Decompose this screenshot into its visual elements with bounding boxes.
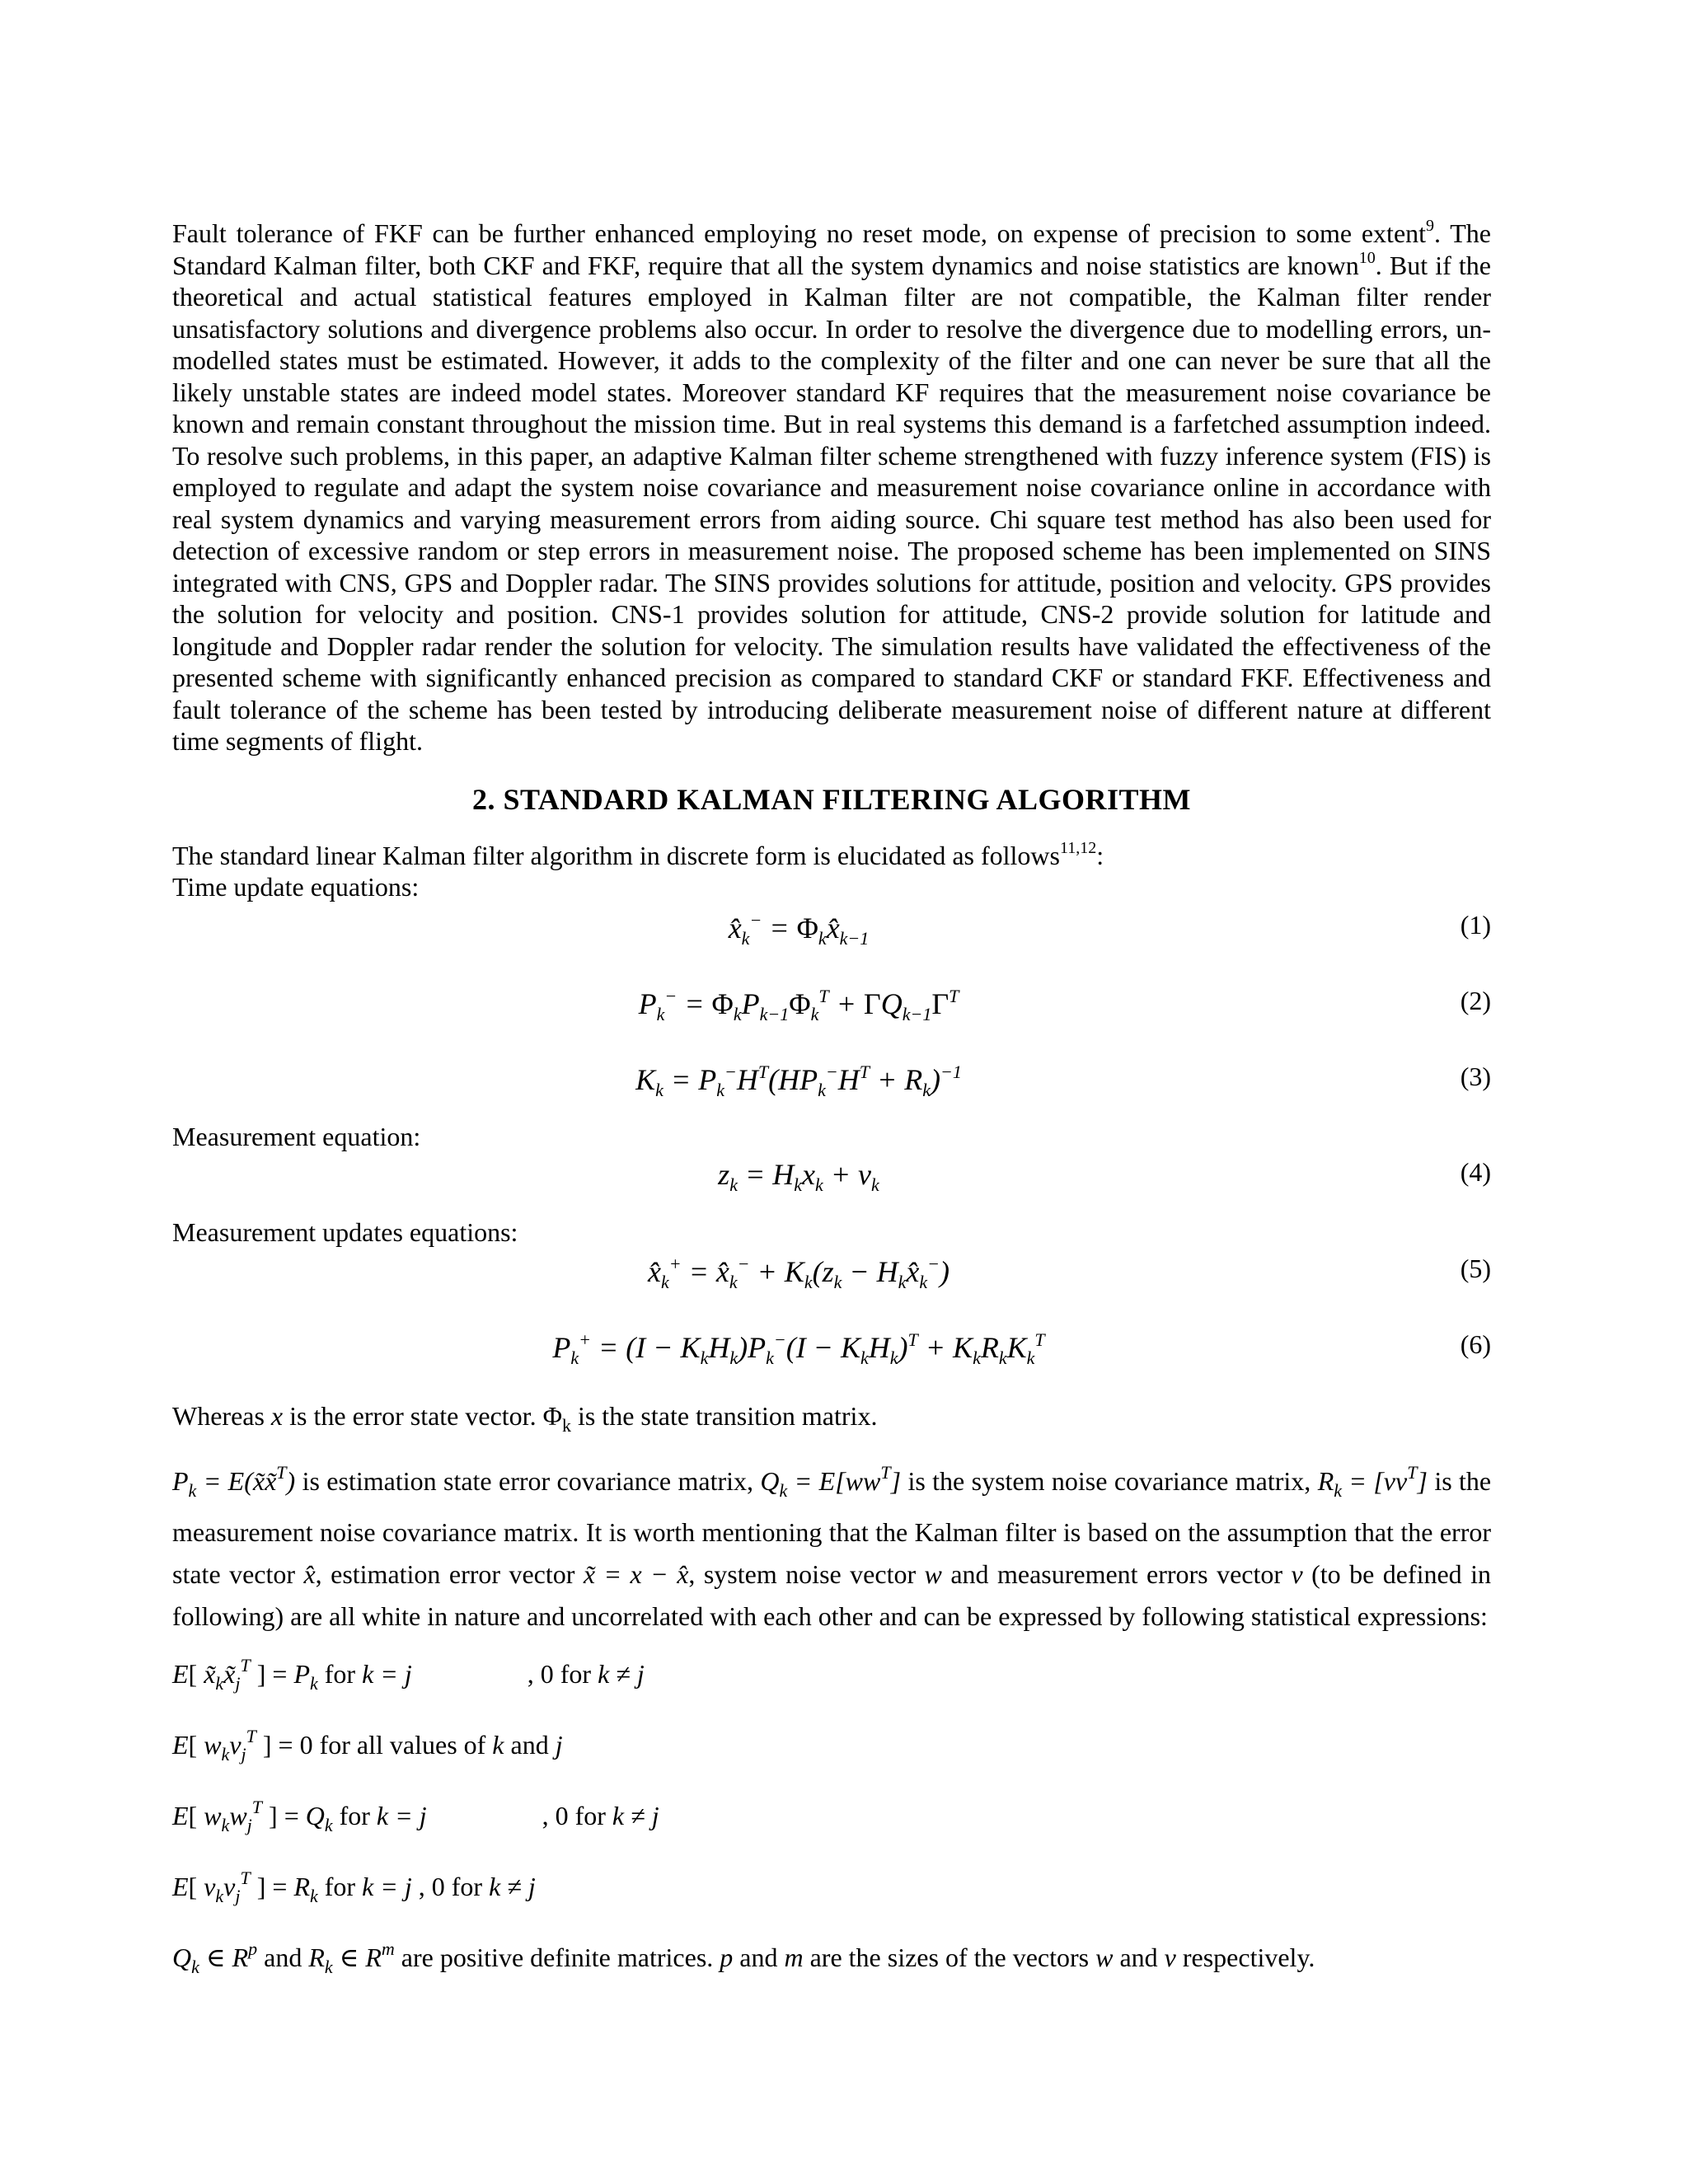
whereas-line: Whereas x is the error state vector. $\Phi_k$ is the state transition matrix. — [172, 1400, 878, 1436]
algo-intro-colon: : — [1096, 840, 1104, 870]
equation-5: $x̂_k^+$ = $x̂_k^- + K_k(z_k$ − $H_kx̂_k^-$) (5) — [647, 1253, 1491, 1292]
and-word: and — [1119, 1943, 1158, 1972]
algo-intro-line — [172, 840, 1491, 872]
zero-for: , 0 for — [527, 1659, 592, 1689]
and-word: and — [739, 1943, 778, 1972]
intro-paragraph — [172, 218, 1491, 757]
final-line: $Q_k$ ∈ $R^p$ and $R_k$ ∈ $R^m$ are positive definite matrices. p and m are the sizes of the vectors w and v respectively. — [172, 1938, 1315, 1977]
citation-9: 9 — [1426, 217, 1435, 235]
statistical-expressions — [172, 1639, 1491, 1994]
and-word: and — [510, 1730, 549, 1760]
stat-expression-3: E[ $w_kw_j^T$ ] = $Q_k$ for k = j , 0 for k ≠ j — [172, 1797, 659, 1835]
time-update-label: Time update equations: — [172, 872, 420, 902]
equation-number-6: (6) — [1460, 1329, 1491, 1359]
final-text-c: respectively. — [1182, 1943, 1315, 1972]
for-word: for — [339, 1801, 370, 1830]
equation-number-3: (3) — [1460, 1061, 1491, 1091]
equation-number-2: (2) — [1460, 985, 1491, 1015]
measurement-label: Measurement equation: — [172, 1121, 421, 1151]
stat2-text: for all values of — [319, 1730, 486, 1760]
equation-number-4: (4) — [1460, 1157, 1491, 1187]
final-text-a: are positive definite matrices. — [401, 1943, 714, 1972]
stat-expression-2: E[ $w_kv_j^T$ ] = 0 for all values of k and j — [172, 1726, 563, 1765]
equation-6: $P_k^+ = (I - K_kH_k)P_k^-(I - K_kH_k)^T + K_kR_kK_k^T$ (6) — [552, 1329, 1491, 1368]
stat-expression-4: E[ $v_kv_j^T$ ] = $R_k$ for k = j , 0 for k ≠ j — [172, 1868, 536, 1906]
equation-number-5: (5) — [1460, 1253, 1491, 1283]
and-word: and — [264, 1943, 302, 1972]
equation-number-1: (1) — [1460, 909, 1491, 940]
equation-2: $P_k^- = \Phi_kP_{k-1}\Phi_k^T + \Gamma Q_{k-1}\Gamma^T$ (2) — [638, 985, 1491, 1024]
intro-text-c: . But if the theoretical and actual statistical features employed in Kalman filter are not compatible, the Kalman filter render unsatisfactory solutions and divergence problems also occur. In order to resolve the divergence due to modelling errors, un-modelled states must be estimated. However, it adds to the complexity of the filter and one can never be sure that all the likely unstable states are indeed model states. Moreover standard KF requires that the measurement noise covariance be known and remain constant throughout the mission time. But in real systems this demand is a farfetched assumption indeed. To resolve such problems, in this paper, an adaptive Kalman filter scheme strengthened with fuzzy inference system (FIS) is employed to regulate and adapt the system noise covariance and measurement noise covariance online in accordance with real system dynamics and varying measurement errors from aiding source. Chi square test method has also been used for detection of excessive random or step errors in measurement noise. The proposed scheme has been implemented on SINS integrated with CNS, GPS and Doppler radar. The SINS provides solutions for attitude, position and velocity. GPS provides the solution for velocity and position. CNS-1 provides solution for attitude, CNS-2 provide solution for latitude and longitude and Doppler radar render the solution for velocity. The simulation results have validated the effectiveness of the presented scheme with significantly enhanced precision as compared to standard CKF or standard FKF. Effectiveness and fault tolerance of the scheme has been tested by introducing deliberate measurement noise of different nature at different time segments of flight. — [172, 250, 1492, 756]
equation-1: $x̂_k^-$ = $\Phi_kx̂_{k-1}$ (1) — [728, 909, 1491, 949]
whereas-word: Whereas — [172, 1400, 265, 1431]
measurement-update-label: Measurement updates equations: — [172, 1217, 518, 1247]
equation-4: $z_k = H_kx_k + v_k$ (4) — [718, 1157, 1491, 1195]
cov-q-text: is the system noise covariance matrix, — [907, 1466, 1311, 1496]
citation-10: 10 — [1358, 248, 1376, 267]
cov-r-text5: (to be defined in following) are all white in nature and uncorrelated with each other and can be expressed by following statistical expressions: — [172, 1559, 1491, 1631]
citation-11-12: 11,12 — [1059, 838, 1097, 857]
stat-expression-1: E[ $x̃_kx̃_j^T$ ] = $P_k$ for k = j , 0 for k ≠ j — [172, 1655, 645, 1694]
final-text-b: are the sizes of the vectors — [809, 1943, 1090, 1972]
zero-for: , 0 for — [418, 1872, 483, 1901]
whereas-text-b: is the error state vector. — [289, 1400, 537, 1431]
paper-page — [172, 218, 1491, 1994]
cov-r-text3: , system noise vector — [688, 1559, 917, 1589]
intro-text-a: Fault tolerance of FKF can be further enhanced employing no reset mode, on expense of precision to some extent — [172, 218, 1427, 248]
algo-intro-text: The standard linear Kalman filter algorithm in discrete form is elucidated as follows — [172, 840, 1060, 870]
for-word: for — [324, 1872, 356, 1901]
equation-3: $K_k = P_k^-H^T(HP_k^-H^T + R_k)^{-1}$ (3) — [635, 1061, 1491, 1100]
cov-r-text: is the measurement noise covariance matrix. It is worth mentioning that the Kalman filter is based on the assumption that the error state vector — [172, 1466, 1492, 1589]
cov-p-text: is estimation state error covariance matrix, — [302, 1466, 754, 1496]
covariance-paragraph: $P_k$ = E(x̃x̃$^T$) is estimation state error covariance matrix, $Q_k = E[ww^T]$ is the system noise covariance matrix, $R_k = [vv^T]$ is the measurement noise covariance matrix. It is worth mentioning that the Kalman filter is based on the assumption that the error state vector x̂, estimation error vector x̃ = x − x̂, system noise vector w and measurement errors vector v (to be defined in following) are all white in nature and uncorrelated with each other and can be expressed by following statistical expressions: — [172, 1462, 1492, 1631]
whereas-text-c: is the state transition matrix. — [577, 1400, 878, 1431]
section-heading: 2. STANDARD KALMAN FILTERING ALGORITHM — [471, 782, 1192, 816]
intro-text-b: . The Standard Kalman filter, both CKF and FKF, require that all the system dynamics and noise statistics are known — [172, 218, 1492, 280]
for-word: for — [324, 1659, 356, 1689]
cov-r-text2: , estimation error vector — [315, 1559, 575, 1589]
zero-for: , 0 for — [542, 1801, 606, 1830]
cov-r-text4: and measurement errors vector — [950, 1559, 1283, 1589]
